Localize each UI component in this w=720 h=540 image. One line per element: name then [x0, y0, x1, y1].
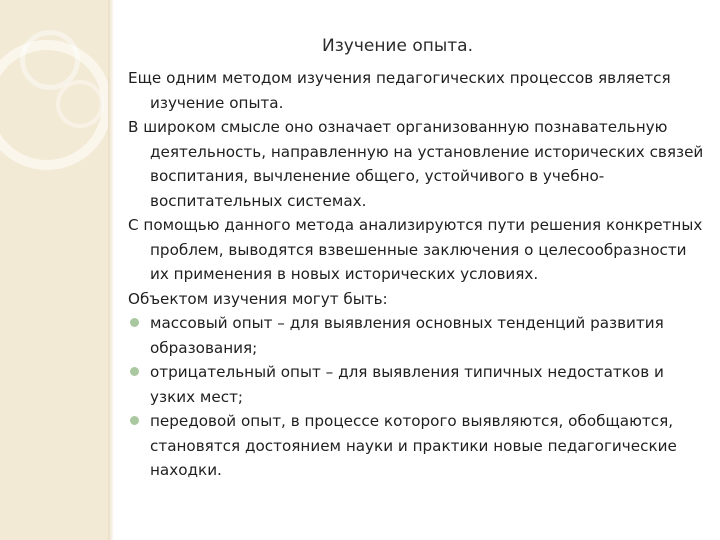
- sidebar-edge: [108, 0, 114, 540]
- bullet-icon: [130, 367, 139, 376]
- slide-title: Изучение опыта.: [322, 36, 474, 56]
- bullet-icon: [130, 416, 139, 425]
- paragraph: Объектом изучения могут быть:: [128, 289, 388, 308]
- decorative-ring: [56, 80, 104, 128]
- decorative-sidebar: [0, 0, 108, 540]
- paragraph: Еще одним методом изучения педагогических процессов является изучение опыта.: [128, 69, 671, 112]
- list-item-text: отрицательный опыт – для выявления типичных недостатков и узких мест;: [150, 363, 664, 406]
- list-item: [128, 409, 706, 483]
- list-item: [128, 311, 706, 360]
- list-item: [128, 360, 706, 409]
- slide-content: [128, 66, 706, 483]
- bullet-icon: [130, 318, 139, 327]
- paragraph: С помощью данного метода анализируются пути решения конкретных проблем, выводятся взвешенные заключения о целесообразности их применения в новых исторических условиях.: [128, 216, 703, 283]
- list-item-text: массовый опыт – для выявления основных тенденций развития образования;: [150, 314, 664, 357]
- list-item-text: передовой опыт, в процессе которого выявляются, обобщаются, становятся достоянием науки и практики новые педагогические находки.: [150, 412, 677, 479]
- paragraph: В широком смысле оно означает организованную познавательную деятельность, направленную на установление исторических связей воспитания, вычленение общего, устойчивого в учебно-воспитательных системах.: [128, 118, 704, 210]
